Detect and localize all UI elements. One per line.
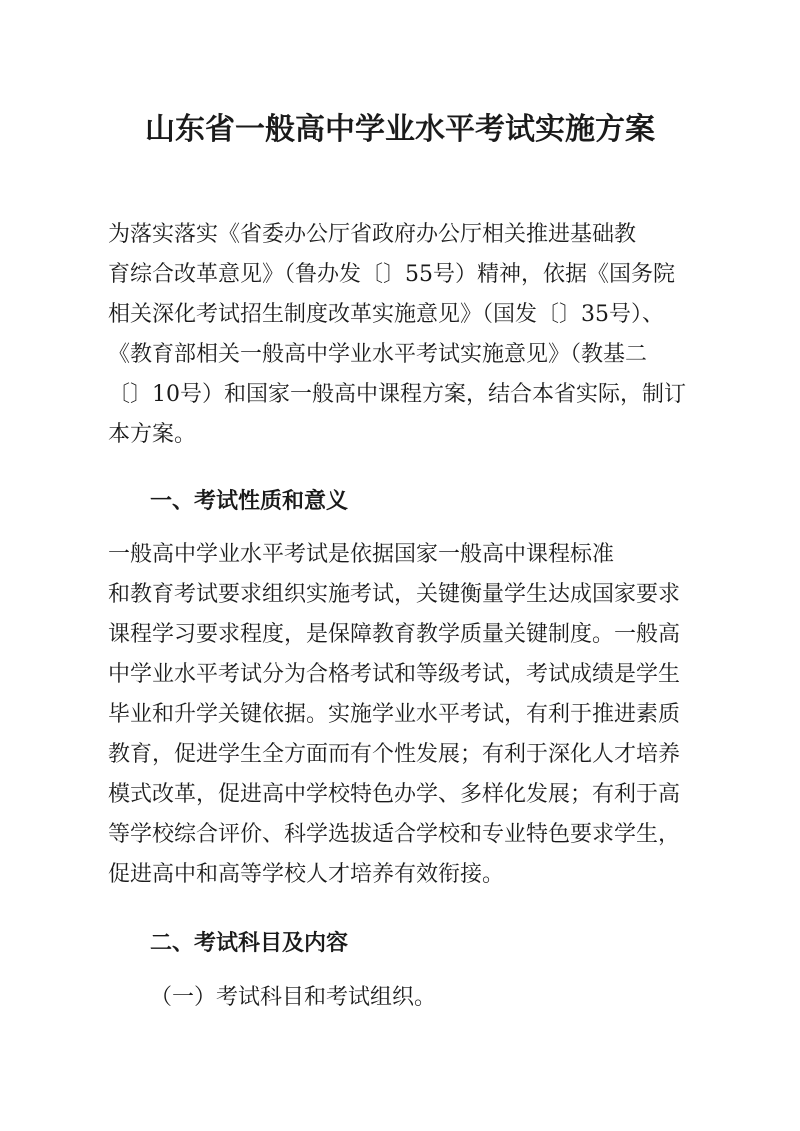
section-1-paragraph: 一般高中学业水平考试是依据国家一般高中课程标准 和教育考试要求组织实施考试，关键衡量学生达成国家要求 课程学习要求程度，是保障教育教学质量关键制度。一般高 中学业水平考试分为合格考试和等级考试，考试成绩是学生 毕业和升学关键依据。实施学业水平考试，有利于推进素质 教育，促进学生全方面而有个性发展；有利于深化人才培养 模式改革，促进高中学校特色办学、多样化发展；有利于高 等学校综合评价、科学选拔适合学校和专业特色要求学生， 促进高中和高等学校人才培养有效衔接。 [108, 542, 681, 887]
section-heading-2: 二、考试科目及内容 [150, 931, 349, 956]
subsection-heading-2-1: （一）考试科目和考试组织。 [150, 985, 437, 1010]
document-title: 山东省一般高中学业水平考试实施方案 [145, 112, 655, 147]
intro-paragraph: 为落实落实《省委办公厅省政府办公厅相关推进基础教 育综合改革意见》（鲁办发〔〕55号）精神，依据《国务院 相关深化考试招生制度改革实施意见》（国发〔〕35号）、 《教育部相关一般高中学业水平考试实施意见》（教基二 〔〕10号）和国家一般高中课程方案，结合本省实际，制订 本方案。 [108, 222, 686, 447]
section-heading-1: 一、考试性质和意义 [150, 489, 349, 514]
